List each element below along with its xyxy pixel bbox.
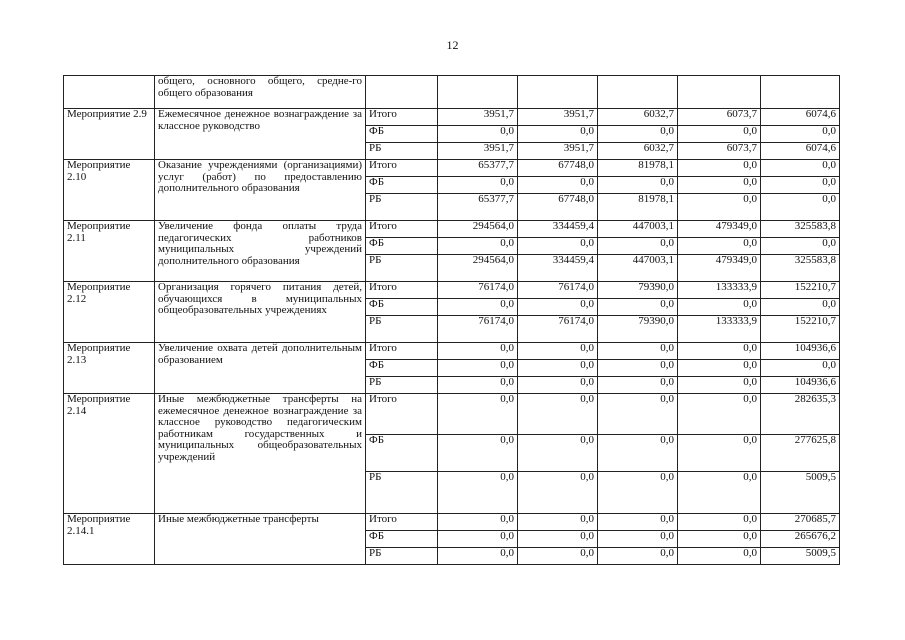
amount-cell: 5009,5 [761,472,840,514]
amount-cell: 0,0 [518,299,598,316]
amount-cell: 79390,0 [598,282,678,299]
amount-cell: 0,0 [438,435,518,472]
funding-source: РБ [366,472,438,514]
amount-cell: 0,0 [438,514,518,531]
amount-cell: 3951,7 [518,109,598,126]
amount-cell: 0,0 [678,394,761,435]
amount-cell: 0,0 [438,299,518,316]
amount-cell: 0,0 [518,548,598,565]
amount-cell: 0,0 [761,299,840,316]
funding-source: Итого [366,343,438,360]
amount-cell: 0,0 [678,360,761,377]
funding-source: Итого [366,221,438,238]
measure-description: Оказание учреждениями (организациями) услуг (работ) по предоставлению дополнительного образования [155,160,366,221]
amount-cell: 0,0 [518,472,598,514]
amount-cell: 6032,7 [598,143,678,160]
amount-cell: 0,0 [678,238,761,255]
amount-cell: 6073,7 [678,109,761,126]
amount-cell: 0,0 [518,377,598,394]
table-row [64,109,840,126]
amount-cell: 0,0 [438,531,518,548]
amount-cell: 0,0 [598,435,678,472]
amount-cell: 0,0 [598,394,678,435]
amount-cell: 0,0 [678,194,761,221]
amount-cell: 76174,0 [438,282,518,299]
amount-cell: 0,0 [598,531,678,548]
amount-cell: 334459,4 [518,221,598,238]
amount-cell: 0,0 [678,514,761,531]
page-number: 12 [446,38,459,52]
amount-cell: 67748,0 [518,194,598,221]
amount-cell: 479349,0 [678,255,761,282]
funding-source: РБ [366,255,438,282]
funding-source: ФБ [366,435,438,472]
amount-cell: 0,0 [761,238,840,255]
measure-name: Мероприятие 2.13 [64,343,155,394]
amount-cell: 5009,5 [761,548,840,565]
amount-cell: 0,0 [678,472,761,514]
amount-cell: 0,0 [678,160,761,177]
amount-cell: 334459,4 [518,255,598,282]
amount-cell: 0,0 [518,514,598,531]
amount-cell: 0,0 [438,126,518,143]
amount-cell: 0,0 [518,238,598,255]
table-row [64,394,840,435]
funding-source: РБ [366,143,438,160]
funding-source: ФБ [366,360,438,377]
measure-name: Мероприятие 2.14 [64,394,155,514]
amount-cell: 0,0 [598,177,678,194]
amount-cell: 479349,0 [678,221,761,238]
amount-cell: 447003,1 [598,255,678,282]
amount-cell: 0,0 [438,394,518,435]
amount-cell: 6032,7 [598,109,678,126]
amount-cell: 65377,7 [438,194,518,221]
table-row [64,343,840,360]
amount-cell: 0,0 [598,514,678,531]
funding-source: ФБ [366,177,438,194]
measure-description: Увеличение охвата детей дополнительным образованием [155,343,366,394]
measure-name: Мероприятие 2.12 [64,282,155,343]
amount-cell: 0,0 [678,299,761,316]
amount-cell: 447003,1 [598,221,678,238]
amount-cell: 152210,7 [761,282,840,299]
amount-cell: 3951,7 [518,143,598,160]
measure-description: Ежемесячное денежное вознаграждение за классное руководство [155,109,366,160]
amount-cell: 67748,0 [518,160,598,177]
amount-cell: 325583,8 [761,221,840,238]
amount-cell: 0,0 [678,343,761,360]
amount-cell: 0,0 [678,435,761,472]
amount-cell: 133333,9 [678,316,761,343]
funding-source: Итого [366,282,438,299]
measure-name: Мероприятие 2.14.1 [64,514,155,565]
amount-cell: 270685,7 [761,514,840,531]
table-row [64,514,840,531]
amount-cell: 0,0 [518,360,598,377]
amount-cell: 0,0 [598,548,678,565]
amount-cell: 6074,6 [761,109,840,126]
amount-cell: 0,0 [761,160,840,177]
amount-cell: 0,0 [598,377,678,394]
amount-cell: 325583,8 [761,255,840,282]
funding-source: Итого [366,160,438,177]
amount-cell: 0,0 [761,360,840,377]
funding-source: Итого [366,109,438,126]
funding-source: ФБ [366,126,438,143]
measure-name: Мероприятие 2.9 [64,109,155,160]
amount-cell: 79390,0 [598,316,678,343]
measure-description: Иные межбюджетные трансферты на ежемесячное денежное вознаграждение за классное руководство педагогическим работникам государственных и муниципальных общеобразовательных учреждений [155,394,366,514]
funding-source: Итого [366,514,438,531]
amount-cell: 81978,1 [598,194,678,221]
amount-cell: 294564,0 [438,221,518,238]
amount-cell: 0,0 [678,548,761,565]
measure-name-cell [64,76,155,109]
amount-cell: 3951,7 [438,143,518,160]
amount-cell: 0,0 [438,238,518,255]
amount-cell: 0,0 [761,194,840,221]
amount-cell: 152210,7 [761,316,840,343]
amount-cell: 3951,7 [438,109,518,126]
amount-cell: 0,0 [518,435,598,472]
funding-source: РБ [366,377,438,394]
table-row [64,76,840,109]
amount-cell: 133333,9 [678,282,761,299]
amount-cell: 0,0 [438,177,518,194]
measure-description: Увеличение фонда оплаты труда педагогических работников муниципальных учреждений дополнительного образования [155,221,366,282]
amount-cell: 0,0 [518,394,598,435]
amount-cell: 0,0 [598,343,678,360]
amount-cell: 0,0 [518,531,598,548]
budget-table [63,75,840,565]
amount-cell: 0,0 [438,472,518,514]
amount-cell: 65377,7 [438,160,518,177]
amount-cell: 282635,3 [761,394,840,435]
amount-cell: 0,0 [598,472,678,514]
amount-cell: 0,0 [598,299,678,316]
amount-cell: 0,0 [678,531,761,548]
amount-cell: 6074,6 [761,143,840,160]
amount-cell: 0,0 [678,126,761,143]
amount-cell: 0,0 [598,126,678,143]
funding-source: Итого [366,394,438,435]
amount-cell: 0,0 [438,548,518,565]
table-row [64,160,840,177]
funding-source: ФБ [366,299,438,316]
amount-cell: 0,0 [518,177,598,194]
amount-cell: 76174,0 [518,316,598,343]
amount-cell: 0,0 [678,177,761,194]
amount-cell: 0,0 [678,377,761,394]
measure-description: Иные межбюджетные трансферты [155,514,366,565]
amount-cell: 76174,0 [518,282,598,299]
amount-cell: 0,0 [438,343,518,360]
funding-source: РБ [366,548,438,565]
measure-description: общего, основного общего, средне-го общего образования [155,76,366,109]
table-row [64,221,840,238]
amount-cell: 265676,2 [761,531,840,548]
amount-cell: 0,0 [438,360,518,377]
funding-source: РБ [366,194,438,221]
table-row [64,282,840,299]
amount-cell: 104936,6 [761,343,840,360]
amount-cell: 0,0 [518,126,598,143]
amount-cell: 104936,6 [761,377,840,394]
measure-description: Организация горячего питания детей, обучающихся в муниципальных общеобразовательных учреждениях [155,282,366,343]
amount-cell: 0,0 [518,343,598,360]
measure-name: Мероприятие 2.10 [64,160,155,221]
funding-source: ФБ [366,531,438,548]
amount-cell: 0,0 [438,377,518,394]
amount-cell: 0,0 [598,360,678,377]
amount-cell: 294564,0 [438,255,518,282]
amount-cell: 0,0 [761,126,840,143]
amount-cell: 277625,8 [761,435,840,472]
funding-source: ФБ [366,238,438,255]
amount-cell: 6073,7 [678,143,761,160]
measure-name: Мероприятие 2.11 [64,221,155,282]
amount-cell: 76174,0 [438,316,518,343]
amount-cell: 0,0 [598,238,678,255]
funding-source: РБ [366,316,438,343]
amount-cell: 81978,1 [598,160,678,177]
amount-cell: 0,0 [761,177,840,194]
